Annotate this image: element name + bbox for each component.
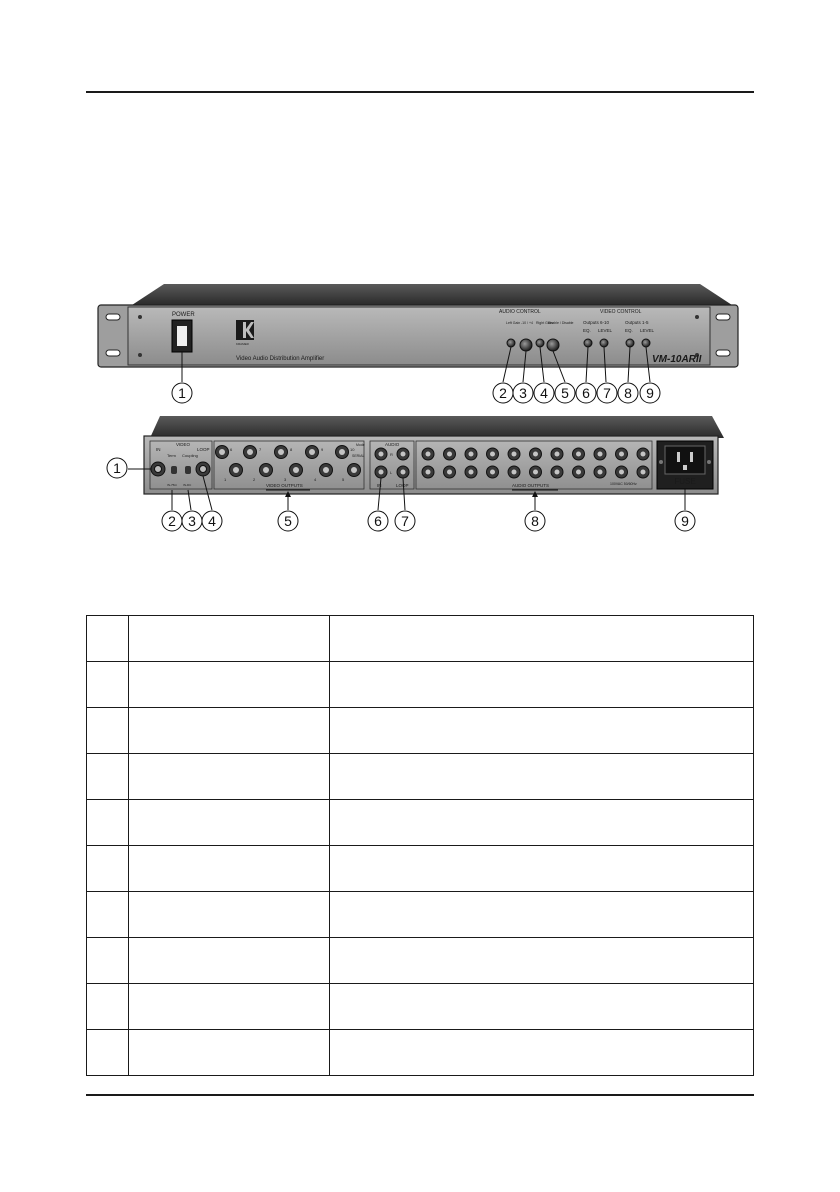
callout-number: 8 xyxy=(531,513,539,529)
jack-pin xyxy=(576,470,581,475)
table-cell-function xyxy=(330,708,754,754)
term-label: Term xyxy=(167,453,176,458)
feature-table xyxy=(86,615,754,1076)
table-cell-function xyxy=(330,1030,754,1076)
bnc-pin xyxy=(263,467,269,473)
jack-pin xyxy=(379,470,384,475)
jack-pin xyxy=(555,452,560,457)
jack-pin xyxy=(641,452,646,457)
screw-icon xyxy=(659,460,663,464)
callout-number: 7 xyxy=(603,385,611,401)
callout-number: 4 xyxy=(540,385,548,401)
outputs-1-5-label: Outputs 1-5 xyxy=(625,320,649,325)
mode-sub-label: SERIAL xyxy=(352,454,365,458)
mode-label: Mode xyxy=(356,443,365,447)
jack-pin xyxy=(576,452,581,457)
callout-number: 5 xyxy=(284,513,292,529)
callout-number: 1 xyxy=(113,460,121,476)
power-rocker xyxy=(177,326,187,346)
jack-pin xyxy=(598,452,603,457)
video-output-number: 8 xyxy=(290,447,293,452)
callout-number: 3 xyxy=(188,513,196,529)
bnc-pin xyxy=(278,449,284,455)
table-cell-num xyxy=(87,1030,129,1076)
screw-icon xyxy=(138,353,142,357)
table-cell-feature xyxy=(129,1030,330,1076)
bottom-rule xyxy=(86,1094,754,1096)
audio-label: AUDIO xyxy=(385,442,400,447)
table-cell-num xyxy=(87,800,129,846)
front-panel xyxy=(98,284,738,403)
audio-in-label: IN xyxy=(377,483,382,488)
table-cell-function xyxy=(330,616,754,662)
logo-caption: KRAMER xyxy=(236,342,249,346)
right-gain-trimmer[interactable] xyxy=(536,339,544,347)
loop-label: LOOP xyxy=(197,447,210,452)
table-cell-num xyxy=(87,892,129,938)
jack-pin xyxy=(512,452,517,457)
bnc-pin xyxy=(247,449,253,455)
outputs-6-10-label: Outputs 6-10 xyxy=(583,320,610,325)
callout-number: 2 xyxy=(499,385,507,401)
jack-pin xyxy=(426,470,431,475)
table-cell-function xyxy=(330,984,754,1030)
callout-number: 5 xyxy=(561,385,569,401)
callout-number: 8 xyxy=(624,385,632,401)
video-outputs-label: VIDEO OUTPUTS xyxy=(266,483,303,488)
bnc-pin xyxy=(233,467,239,473)
model-label: VM-10ARII xyxy=(652,354,702,365)
jack-pin xyxy=(469,452,474,457)
video-output-number: 6 xyxy=(230,447,233,452)
rack-slot xyxy=(716,314,730,320)
table-cell-feature xyxy=(129,662,330,708)
coupling-switch-label: IN-DC xyxy=(183,483,192,487)
screw-icon xyxy=(707,460,711,464)
callout-number: 1 xyxy=(178,385,186,401)
eq-label: EQ. xyxy=(583,328,591,333)
bnc-pin xyxy=(339,449,345,455)
bnc-pin xyxy=(219,449,225,455)
level-label: LEVEL xyxy=(598,328,613,333)
rack-slot xyxy=(716,350,730,356)
table-row xyxy=(87,800,754,846)
jack-pin xyxy=(533,452,538,457)
left-gain-trimmer[interactable] xyxy=(507,339,515,347)
audio-outputs-label: AUDIO OUTPUTS xyxy=(512,483,550,488)
fuse-label: FUSE xyxy=(674,477,696,486)
table-row xyxy=(87,1030,754,1076)
video-control-label: VIDEO CONTROL xyxy=(600,309,642,315)
table-cell-num xyxy=(87,984,129,1030)
switch-a-label: -10 / +4 xyxy=(521,321,533,325)
jack-pin xyxy=(533,470,538,475)
jack-pin xyxy=(447,470,452,475)
rack-slot xyxy=(106,314,120,320)
callout-number: 9 xyxy=(646,385,654,401)
bnc-pin xyxy=(155,466,162,473)
table-cell-feature xyxy=(129,846,330,892)
term-switch[interactable] xyxy=(171,466,177,474)
audio-enable-button[interactable] xyxy=(547,339,559,351)
callout-number: 4 xyxy=(208,513,216,529)
front-chassis-top xyxy=(132,284,732,305)
table-row xyxy=(87,846,754,892)
table-cell-function xyxy=(330,892,754,938)
in-label: IN xyxy=(156,447,161,452)
power-rating-label: 100VAC 50/60Hz xyxy=(610,482,637,486)
jack-pin xyxy=(426,452,431,457)
video-output-number: 4 xyxy=(314,477,317,482)
rear-panel xyxy=(107,416,724,531)
level-label: LEVEL xyxy=(640,328,655,333)
table-row xyxy=(87,892,754,938)
table-cell-function xyxy=(330,846,754,892)
table-cell-function xyxy=(330,754,754,800)
jack-pin xyxy=(512,470,517,475)
term-switch-label: IN-75Ω xyxy=(167,483,177,487)
rear-chassis-top xyxy=(150,416,724,438)
table-cell-feature xyxy=(129,984,330,1030)
bnc-pin xyxy=(323,467,329,473)
table-row xyxy=(87,984,754,1030)
video-output-number: 10 xyxy=(350,447,355,452)
right-gain-label: Right Gain xyxy=(536,321,553,325)
switch-b-label: Enable / Disable xyxy=(548,321,574,325)
audio-loop-label: LOOP xyxy=(396,483,409,488)
level-1-5-trimmer[interactable] xyxy=(642,339,650,347)
table-cell-num xyxy=(87,708,129,754)
callout-number: 7 xyxy=(401,513,409,529)
table-cell-num xyxy=(87,616,129,662)
inlet-pin xyxy=(677,452,680,462)
audio-l-label: L xyxy=(390,470,393,475)
screw-icon xyxy=(695,315,699,319)
audio-level-button[interactable] xyxy=(520,339,532,351)
jack-pin xyxy=(401,452,406,457)
power-label: POWER xyxy=(172,312,195,318)
jack-pin xyxy=(619,452,624,457)
jack-pin xyxy=(641,470,646,475)
level-6-10-trimmer[interactable] xyxy=(600,339,608,347)
jack-pin xyxy=(619,470,624,475)
table-cell-num xyxy=(87,754,129,800)
jack-pin xyxy=(555,470,560,475)
bnc-pin xyxy=(309,449,315,455)
eq-label: EQ. xyxy=(625,328,633,333)
front-face xyxy=(128,307,710,365)
coupling-label: Coupling xyxy=(182,453,198,458)
audio-control-label: AUDIO CONTROL xyxy=(499,309,541,315)
video-output-number: 1 xyxy=(224,477,227,482)
rack-slot xyxy=(106,350,120,356)
inlet-pin xyxy=(690,452,693,462)
bnc-pin xyxy=(351,467,357,473)
table-cell-feature xyxy=(129,754,330,800)
product-caption: Video Audio Distribution Amplifier xyxy=(236,356,325,362)
table-row xyxy=(87,616,754,662)
callout-number: 2 xyxy=(168,513,176,529)
inlet-pin xyxy=(683,465,687,470)
jack-pin xyxy=(490,470,495,475)
callout-number: 3 xyxy=(519,385,527,401)
audio-r-label: R xyxy=(390,452,393,457)
jack-pin xyxy=(598,470,603,475)
bnc-pin xyxy=(200,466,207,473)
video-output-number: 7 xyxy=(259,447,262,452)
table-cell-feature xyxy=(129,800,330,846)
bnc-pin xyxy=(293,467,299,473)
table-cell-num xyxy=(87,662,129,708)
callout-number: 9 xyxy=(681,513,689,529)
table-cell-function xyxy=(330,800,754,846)
video-output-number: 3 xyxy=(284,477,287,482)
callout-number: 6 xyxy=(374,513,382,529)
video-output-number: 9 xyxy=(321,447,324,452)
table-cell-feature xyxy=(129,708,330,754)
table-row xyxy=(87,662,754,708)
front-callouts xyxy=(172,383,660,403)
coupling-switch[interactable] xyxy=(185,466,191,474)
table-cell-function xyxy=(330,938,754,984)
jack-pin xyxy=(469,470,474,475)
table-cell-num xyxy=(87,938,129,984)
eq-6-10-trimmer[interactable] xyxy=(584,339,592,347)
eq-1-5-trimmer[interactable] xyxy=(626,339,634,347)
table-cell-function xyxy=(330,662,754,708)
video-label: VIDEO xyxy=(176,442,191,447)
video-output-number: 5 xyxy=(342,477,345,482)
video-output-number: 2 xyxy=(253,477,256,482)
jack-pin xyxy=(401,470,406,475)
table-row xyxy=(87,754,754,800)
table-cell-feature xyxy=(129,892,330,938)
table-cell-feature xyxy=(129,616,330,662)
jack-pin xyxy=(447,452,452,457)
table-cell-num xyxy=(87,846,129,892)
jack-pin xyxy=(490,452,495,457)
callout-number: 6 xyxy=(582,385,590,401)
left-gain-label: Left Gain xyxy=(506,321,521,325)
screw-icon xyxy=(138,315,142,319)
table-row xyxy=(87,708,754,754)
table-row xyxy=(87,938,754,984)
jack-pin xyxy=(379,452,384,457)
table-cell-feature xyxy=(129,938,330,984)
